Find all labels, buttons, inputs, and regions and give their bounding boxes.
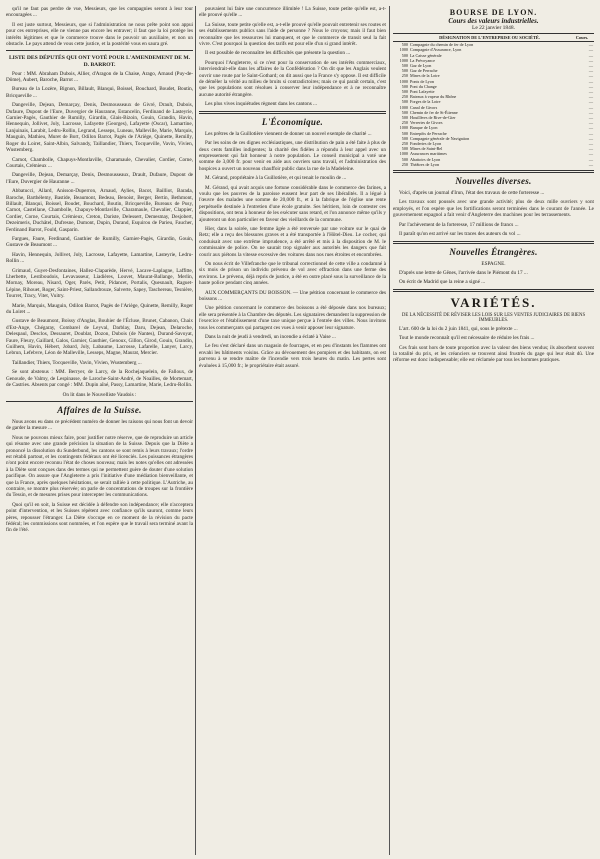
table-cell: — — [588, 89, 593, 95]
table-cell: — — [588, 146, 593, 152]
table-cell: 500 — [401, 156, 408, 162]
table-cell: 500 — [401, 42, 408, 48]
filler-text: Quoi qu'il en soit, la Suisse est décidée à défendre son indépendance; elle n'acceptera point d'intervention, et les Suisses répètent avec confiance qu'ils sauront, comme leurs pères, repousser l'étranger. La Diète s'occupe en ce moment de la révision du pacte fédéral; les commissions sont nommées, et l'on espère que le travail sera terminé avant la fin de l'été. — [6, 501, 193, 534]
paragraph: Les plus vives inquiétudes règnent dans les cantons ... — [205, 101, 317, 108]
table-cell: — — [588, 99, 593, 105]
filler-text: Par les soins de ces dignes ecclésiastiques, une distribution de pain a été faite à plus de deux cents familles indigentes; la charité des fidèles a répondu à leur appel avec un empressement qui fait honneur à notre population. Le conseil municipal a voté une somme de 3,000 fr. pour venir en aide aux ouvriers sans travail, et l'administration des hospices a ouvert un nouveau chauffoir public dans la rue de la Madeleine. — [199, 140, 386, 172]
table-cell: — — [588, 52, 593, 58]
table-header: DÉSIGNATION DE L'ENTREPRISE OU SOCIÉTÉ. — [409, 34, 570, 42]
table-cell: 1000 — [399, 78, 408, 84]
table-cell: 1000 — [399, 47, 408, 53]
divider — [199, 111, 386, 114]
table-cell: Fonderies de Lyon — [410, 141, 442, 147]
varietes-paragraph: L'art. 600 de la loi du 2 juin 1841, qui, sous le prétexte ... — [399, 325, 518, 332]
opening-paragraph: pouvaient lui faire une concurrence illimitée ! La Suisse, toute petite qu'elle est, a-t-elle prouvé qu'elle ... — [199, 6, 386, 19]
news-paragraph: Il paraît qu'on est arrivé sur les traces des auteurs du vol ... — [399, 231, 521, 238]
table-cell: Mines de Saint-Bel — [410, 146, 443, 152]
filler-text: Abbatucci, Allard, Anisson-Duperron, Arnaud, Aylies, Bacot, Bailliot, Barada, Baroche, Barthélemy, Bastide, Beaumont, Bedeau, Benoist, Berger, Bertin, Bethmont, Billault, Blanqui, Boissel, Boudet, Bouchard, Boutin, Bricqueville, Bureaux de Pusy, Carnot, Castellane, Chambolle, Chapuys-Montlaville, Charamaule, Chevalier, Clappier, Cordier, Corne, Courtais, Crémieux, Creton, Dariste, Delessert, Demesmay, Desjobert, Dezeimeris, Duchâtel, Dufresne, Dumont, Dupin, Durand, Esquirou de Parieu, Faucher, Ferdinand Barrot, Fould, Gasparin. — [6, 188, 193, 233]
table-cell: — — [588, 104, 593, 110]
table-cell: Mines de la Loire — [410, 73, 440, 79]
table-cell: 500 — [401, 89, 408, 95]
filler-text: Le feu s'est déclaré dans un magasin de fourrages, et en peu d'instants les flammes ont envahi les bâtiments voisins. Grâce au dévouement des pompiers et des habitants, on est parvenu à se rendre maître de l'incendie vers trois heures du matin. Les pertes sont évaluées à 15,000 fr.; le propriétaire était assuré. — [199, 343, 386, 369]
news-paragraph: Par l'achèvement de la forteresse, 17 millions de francs ... — [399, 221, 519, 228]
table-cell: 500 — [401, 135, 408, 141]
column-rule — [389, 6, 390, 855]
table-row — [393, 162, 594, 167]
table-cell: Théâtres de Lyon — [410, 161, 440, 167]
section-heading: L'Économique. — [261, 116, 324, 127]
bourse-subtitle: Cours des valeurs industrielles. — [448, 17, 539, 25]
divider — [6, 50, 193, 51]
table-cell: 250 — [401, 73, 408, 79]
table-cell: Ponts de Lyon — [410, 78, 434, 84]
table-cell: — — [588, 125, 593, 131]
table-cell: — — [588, 135, 593, 141]
section-heading: Nouvelles Étrangères. — [449, 246, 538, 257]
table-cell: La Caisse générale — [410, 52, 442, 58]
table-cell: Gaz de Perrache — [410, 68, 438, 74]
table-cell: 1000 — [399, 125, 408, 131]
filler-text: Se sont abstenus : MM. Berryer, de Larcy, de la Rochejaquelein, de Falloux, de Genoude, de Valmy, de Lespinasse, de Laroche-Saint-André, de Noailles, de Mortemart, de Castries. Absents par congé : MM. Dupin aîné, Passy, Lamartine, Marie, Ledru-Rollin. — [6, 369, 193, 389]
section-heading: Nouvelles diverses. — [455, 176, 532, 187]
table-cell: 250 — [401, 161, 408, 167]
foreign-paragraph: On écrit de Madrid que la reine a signé ... — [399, 279, 486, 286]
varietes-subtitle: DE LA NÉCESSITÉ DE RÉVISER LES LOIS SUR LES VENTES JUDICIAIRES DE BIENS IMMEUBLES. — [401, 312, 586, 323]
divider — [393, 170, 594, 173]
list-paragraph: Fargues, Faure, Ferdinand, Gauthier de Rumilly, Garnier-Pagès, Girardin, Gouin, Gustave de Beaumont ... — [6, 235, 193, 249]
table-cell: Houillères de Rive-de-Gier — [410, 115, 456, 121]
table-cell: 500 — [401, 68, 408, 74]
table-cell: Entrepôts de Perrache — [410, 130, 447, 136]
table-cell: 500 — [401, 83, 408, 89]
table-cell: Canal de Givors — [410, 104, 438, 110]
table-cell: Bateaux à vapeur du Rhône — [410, 94, 457, 100]
list-paragraph: Havin, Hennequin, Jollivet, Joly, Lacrosse, Lafayette, Lamartine, Lasteyrie, Ledru-Rollin ... — [6, 251, 193, 265]
table-cell: 500 — [401, 63, 408, 69]
filler-text: Pourquoi l'Angleterre, si ce n'est pour la conservation de ses intérêts commerciaux, interviendrait-elle dans les affaires de la Confédération ? On dit que les Anglais veulent ouvrir une route par le Saint-Gothard; on dit aussi que la France s'y oppose. Il est difficile de démêler la vérité au milieu de bruits si contradictoires; mais ce qui paraît certain, c'est que les populations sont résolues à conserver leur indépendance et à ne reconnaître aucune autorité étrangère. — [199, 59, 386, 98]
column-rule — [195, 6, 196, 855]
column-left — [6, 6, 193, 855]
table-cell: — — [588, 47, 593, 53]
table-cell: Pont du Change — [410, 83, 437, 89]
table-cell: — — [588, 57, 593, 63]
table-cell: — — [588, 42, 593, 48]
table-cell: — — [588, 78, 593, 84]
table-cell: — — [588, 130, 593, 136]
paragraph: Il est possible de reconnaître les difficultés que présente la question ... — [205, 50, 351, 57]
list-paragraph: Bureau de la Lozère, Bignon, Billault, Blanqui, Boissel, Bouchard, Boudet, Boutin, Bricqueville ... — [6, 86, 193, 99]
section-heading: VARIÉTÉS. — [450, 294, 537, 310]
table-cell: Assurances maritimes — [410, 151, 447, 157]
column-middle — [199, 6, 386, 855]
filler-text: Hier, dans la soirée, une femme âgée a été renversée par une voiture sur le quai de Retz; elle a reçu des blessures graves et a été transportée à l'Hôtel-Dieu. Le cocher, qui conduisait avec une extrême imprudence, a été arrêté et mis à la disposition de M. le commissaire de police. On ne saurait trop signaler aux autorités les dangers que fait courir aux piétons la vitesse excessive des voitures dans nos rues étroites et encombrées. — [199, 225, 386, 258]
filler-text: M. Gérand, qui avait acquis une fortune considérable dans le commerce des farines, a voulu que les pauvres de la paroisse eussent leur part de ses libéralités. Il a légué à l'œuvre des malades une somme de 20,000 fr., et à la fabrique de l'église une rente perpétuelle destinée à l'entretien d'une école gratuite. Ses héritiers, loin de contester ces dispositions, ont tenu à honneur de les exécuter sans retard, et l'on annonce même qu'ils y ajouteront un don particulier en faveur des vieillards de la commune. — [199, 184, 386, 223]
filler-text: Il est juste surtout, Messieurs, que si l'administration ne nous prête point son appui pour ces entreprises, elle ne vienne pas encore les entraver; il faut que la loi protège les intérêts légitimes et que le commerce trouve dans le pouvoir un auxiliaire, et non un obstacle. Le pays attend de vous cette justice, et la postérité vous en saura gré. — [6, 21, 193, 48]
list-title: LISTE DES DÉPUTÉS QUI ONT VOTÉ POUR L'AMENDEMENT DE M. D. BARROT. — [8, 55, 191, 69]
divider — [393, 289, 594, 292]
list-paragraph: Marie, Marquis, Mauguin, Odilon Barrot, Pagès de l'Ariège, Quinette, Remilly, Roger du Loiret ... — [6, 302, 193, 316]
filler-text: Nous ne pouvons mieux faire, pour justifier notre réserve, que de reproduire un article qui résume avec une grande précision la situation de la Suisse. Depuis que la Diète a prononcé la dissolution du Sunderbund, les cantons se sont remis à leurs travaux; l'ordre est rétabli partout, et les contingents fédéraux ont été licenciés. Les puissances étrangères n'ont point encore reconnu l'état de choses nouveau; mais les notes qu'elles ont adressées à la Diète sont conçues dans des termes qui ne permettent guère de douter d'une solution pacifique. On assure que l'Angleterre a pris l'initiative d'une médiation bienveillante, et que la France, après quelques hésitations, se serait ralliée à cette politique. L'Autriche, au contraire, se montre plus réservée; on parle de concentrations de troupes sur la frontière du Tessin, et de mesures prises pour intercepter les communications. — [6, 434, 193, 499]
table-cell: Compagnie d'Assurance, Lyon — [410, 47, 462, 53]
table-cell: 500 — [401, 99, 408, 105]
country-heading: ESPAGNE. — [481, 260, 506, 267]
list-paragraph: Taillandier, Thiers, Tocqueville, Vavin, Vivien, Wustemberg ... — [12, 359, 142, 366]
table-cell: 500 — [401, 109, 408, 115]
table-cell: Pont Lafayette — [410, 89, 435, 95]
varietes-paragraph: Tout le monde reconnaît qu'il est nécessaire de réduire les frais ... — [399, 335, 535, 342]
news-paragraph: Voici, d'après un journal d'Irun, l'état des travaux de cette forteresse ... — [399, 190, 545, 197]
table-cell: 250 — [401, 94, 408, 100]
table-cell: Banque de Lyon — [410, 125, 438, 131]
table-cell: 250 — [401, 120, 408, 126]
closing-paragraph: Nous avons eu dans ce précédent numéro de donner les raisons qui nous font un devoir de garder la mesure ... — [6, 418, 193, 432]
filler-text: On nous écrit de Villefranche que le tribunal correctionnel de cette ville a condamné à six mois de prison un individu prévenu de vol avec effraction dans une ferme des environs. Le prévenu, déjà repris de justice, a été en outre placé sous la surveillance de la haute police pendant cinq années. — [199, 261, 386, 287]
table-cell: Chemin de fer de St-Étienne — [410, 109, 458, 115]
table-cell: Compagnie du chemin de fer de Lyon — [410, 42, 474, 48]
divider — [393, 241, 594, 244]
table-cell: — — [588, 120, 593, 126]
table-cell: — — [588, 156, 593, 162]
table-header: Cours. — [570, 34, 594, 42]
foreign-paragraph: D'après une lettre de Gênes, l'arrivée dans le Piémont du 17 ... — [399, 269, 528, 276]
table-cell: Forges de la Loire — [410, 99, 441, 105]
table-cell: Compagnie générale de Navigation — [410, 135, 470, 141]
table-cell: — — [588, 109, 593, 115]
table-cell: — — [588, 115, 593, 121]
closing-paragraph: Dans la nuit de jeudi à vendredi, un incendie a éclaté à Vaise ... — [205, 334, 336, 341]
filler-text: Ces frais sont hors de toute proportion avec la valeur des biens vendus; ils absorbent souvent la totalité du prix, et les créanciers se trouvent ainsi frustrés du gage qui leur était dû. Une réforme est donc indispensable; elle est réclamée par tous les hommes pratiques. — [393, 344, 594, 364]
signature-line: On lit dans le Nouvelliste Vaudois : — [62, 391, 137, 398]
table-header — [393, 34, 409, 42]
table-cell: — — [588, 141, 593, 147]
table-cell: Gaz de Lyon — [410, 63, 432, 69]
bourse-title: BOURSE DE LYON. — [449, 8, 538, 17]
filler-text: La Suisse, toute petite qu'elle est, a-t-elle prouvé qu'elle pouvait entretenir ses routes et ses établissements publics sans l'aide de personne ? Nous le croyons; mais il faut bien reconnaître que les ressources lui manquent, et que le commerce de transit seul la fait vivre. C'est pourquoi la question des tarifs est pour elle d'un si grand intérêt. — [199, 21, 386, 48]
table-cell: Abattoirs de Lyon — [410, 156, 441, 162]
section-heading: Affaires de la Suisse. — [57, 404, 142, 415]
notice-paragraph: AUX COMMERÇANTS DU BOISSON. — Une pétition concernant le commerce des boissons ... — [199, 289, 386, 303]
list-paragraph: Dangeville, Dejean, Demarçay, Denis, Desmousseaux, Drault, Dufaure, Dupont de l'Eure, Duvergier de Hauranne ... — [6, 172, 193, 185]
table-cell: — — [588, 94, 593, 100]
list-paragraph: Pour : MM. Abraham Dubois, Allier, d'Aragon de la Chaise, Arago, Arnaud (Puy-de-Dôme), Aubert, Baroche, Barrot ... — [6, 70, 193, 84]
quotes-table — [393, 33, 594, 167]
bourse-date: Le 22 janvier 1848. — [471, 25, 516, 31]
table-cell: 500 — [401, 146, 408, 152]
column-right — [393, 6, 594, 855]
table-cell: 1000 — [399, 151, 408, 157]
table-cell: — — [588, 73, 593, 79]
filler-text: Une pétition concernant le commerce des boissons a été déposée dans nos bureaux; elle sera présentée à la Chambre des députés. Les signataires demandent la suppression de l'exercice et l'établissement d'une taxe unique perçue à l'entrée des villes. Nous invitons tous les commerçants qui partagent ces vues à venir apposer leur signature. — [199, 305, 386, 331]
table-cell: Verreries de Givors — [410, 120, 443, 126]
list-paragraph: Carnot, Chambolle, Chapuys-Montlaville, Charamaule, Chevalier, Cordier, Corne, Courtais, Crémieux ... — [6, 156, 193, 169]
table-cell: 500 — [401, 115, 408, 121]
table-cell: 1000 — [399, 57, 408, 63]
divider — [6, 401, 193, 402]
table-cell: — — [588, 161, 593, 167]
article-paragraph: M. Gérand, propriétaire à la Guillotière, et qui tenait le moulin de ... — [205, 175, 347, 182]
filler-text: Dangeville, Dejean, Demarçay, Denis, Desmousseaux de Givré, Drault, Dubois, Dufaure, Dupont de l'Eure, Duvergier de Hauranne, Estancelin, Ferdinand de Lasteyrie, Garnier-Pagès, Gauthier de Rumilly, Girardin, Glais-Bizoin, Gouin, Grandin, Havin, Hennequin, Jollivet, Joly, Lacrosse, Lafayette (Georges), Lafayette (Oscar), Lamartine, Lanjuinais, Larabit, Ledru-Rollin, Legrand, Lesseps, Luneau, Malleville, Marie, Marquis, Mauguin, Mathieu, Muret de Bort, Odilon Barrot, Pagès de l'Ariège, Quinette, Remilly, Roger du Loiret, Saint-Albin, Salvandy, Taillandier, Thiers, Tocqueville, Vavin, Vivien, Wustemberg. — [6, 102, 193, 154]
table-cell: 250 — [401, 141, 408, 147]
intro-paragraph: qu'il ne faut pas perdre de vue, Messieurs, que les compagnies seront à leur tour encouragées ... — [6, 6, 193, 19]
article-paragraph: Les prêtres de la Guillotière viennent de donner un nouvel exemple de charité ... — [205, 130, 372, 137]
table-cell: La Prévoyance — [410, 57, 435, 63]
table-cell: — — [588, 151, 593, 157]
table-cell: 500 — [401, 52, 408, 58]
filler-text: Gustave de Beaumont, Boissy d'Anglas, Bouhier de l'Écluse, Brunet, Cabanon, Chaix d'Est-Ange, Chégaray, Combarel de Leyval, Darblay, Daru, Dejean, Delaroche, Delespaul, Desclos, Dessauret, Doublat, Dozon, Dubois (de Nantes), Durand-Savoyat, Faure, Fleury, Gaillard, Galos, Garnier, Gauthier, Genoux, Gillon, Girod, Gouin, Grandin, Guilhem, Havin, Hébert, Jobard, Joly, Labaume, Lacrosse, Lafarelle, Lanyer, Larcy, Lebrun, Lefebvre, Léon de Malleville, Lesseps, Magne, Maurat, Mercier. — [6, 318, 193, 357]
filler-text: Grimaud, Guyet-Desfontaines, Hallez-Claparède, Hervé, Lacave-Laplagne, Laffitte, Lherbette, Lestiboudois, Levavasseur, Liadières, Louvet, Maurat-Ballange, Merlin, Mornay, Moreau, Nisard, Oger, Parès, Petit, Pidancet, Portalis, Quesnault, Raguet-Lépine, Rihouet, Roger, Saint-Priest, Sallandrouze, Salverte, Sapey, Taschereau, Tesnière, Tourret, Tracy, Vitet, Vuitry. — [6, 267, 193, 300]
table-cell: — — [588, 63, 593, 69]
table-cell: — — [588, 68, 593, 74]
table-cell: 1000 — [399, 104, 408, 110]
table-cell: — — [588, 83, 593, 89]
filler-text: Les travaux sont poussés avec une grande activité; plus de deux mille ouvriers y sont employés, et l'on espère que les fortifications seront terminées dans le courant de l'année. Le gouvernement espagnol a fait venir d'Angleterre des machines pour les terrassements. — [393, 199, 594, 219]
table-cell: 500 — [401, 130, 408, 136]
